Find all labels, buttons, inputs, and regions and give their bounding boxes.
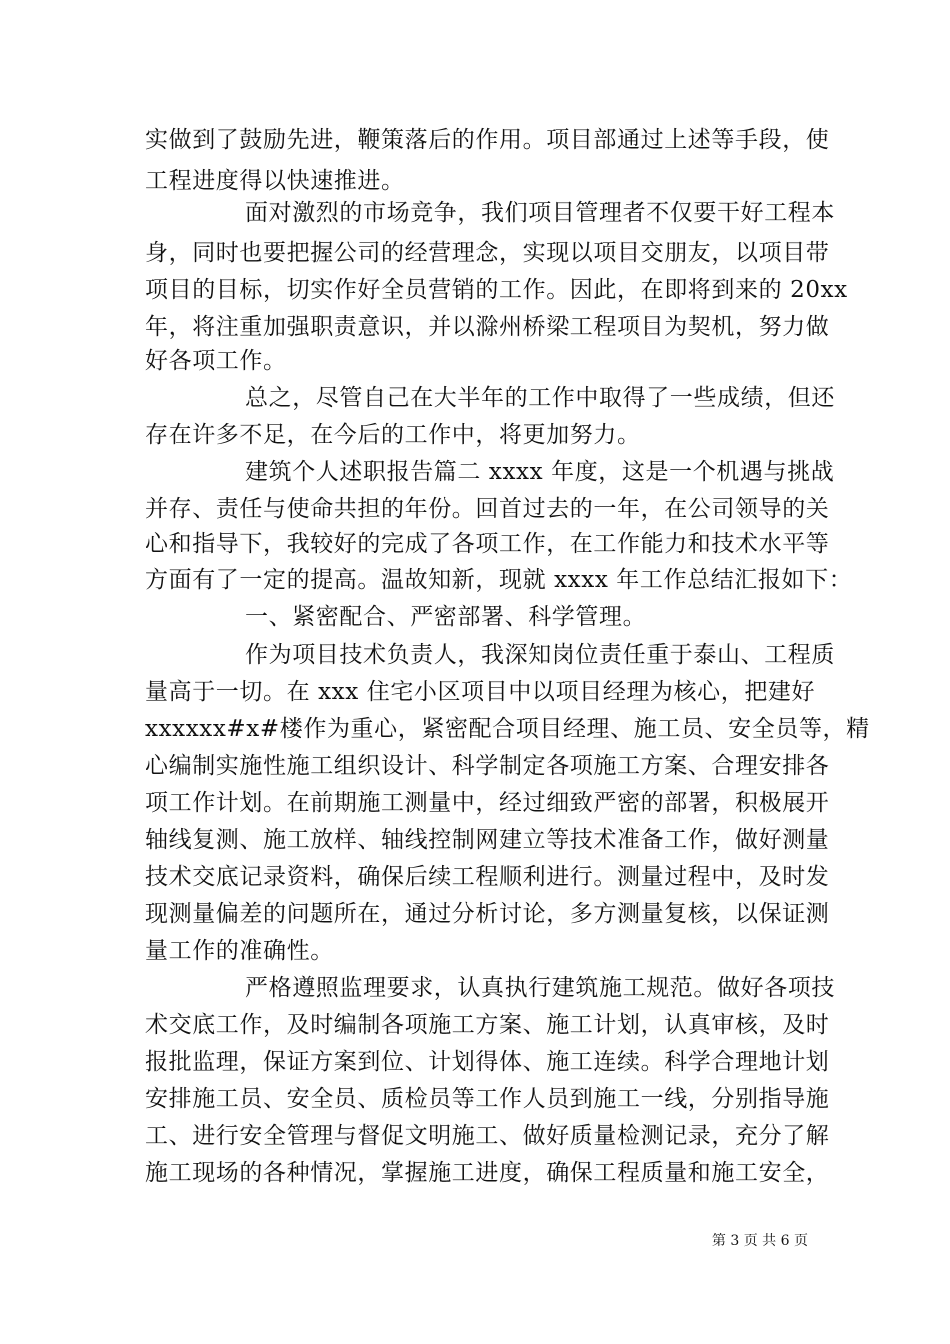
text-line: 方面有了一定的提高。温故知新，现就 xxxx 年工作总结汇报如下： xyxy=(145,567,853,593)
text-line: 面对激烈的市场竞争，我们项目管理者不仅要干好工程本 xyxy=(245,200,835,226)
text-line: 工程进度得以快速推进。 xyxy=(145,168,405,194)
text-line: 作为项目技术负责人，我深知岗位责任重于泰山、工程质 xyxy=(245,642,835,668)
text-line: 总之，尽管自己在大半年的工作中取得了一些成绩，但还 xyxy=(245,385,835,411)
text-line: 量工作的准确性。 xyxy=(145,938,334,964)
text-line: 一、紧密配合、严密部署、科学管理。 xyxy=(245,604,647,630)
text-line: 术交底工作，及时编制各项施工方案、施工计划，认真审核，及时 xyxy=(145,1012,830,1038)
text-line: 轴线复测、施工放样、轴线控制网建立等技术准备工作，做好测量 xyxy=(145,827,830,853)
text-line: 严格遵照监理要求，认真执行建筑施工规范。做好各项技 xyxy=(245,975,835,1001)
text-line: 技术交底记录资料，确保后续工程顺利进行。测量过程中，及时发 xyxy=(145,864,830,890)
text-line: 实做到了鼓励先进，鞭策落后的作用。项目部通过上述等手段，使 xyxy=(145,127,830,153)
text-line: 项工作计划。在前期施工测量中，经过细致严密的部署，积极展开 xyxy=(145,790,830,816)
text-line: 量高于一切。在 xxx 住宅小区项目中以项目经理为核心，把建好 xyxy=(145,679,816,705)
text-line: 好各项工作。 xyxy=(145,348,287,374)
text-line: 身，同时也要把握公司的经营理念，实现以项目交朋友，以项目带 xyxy=(145,240,830,266)
text-line: 现测量偏差的问题所在，通过分析讨论，多方测量复核，以保证测 xyxy=(145,901,830,927)
text-line: 安排施工员、安全员、质检员等工作人员到施工一线，分别指导施 xyxy=(145,1086,830,1112)
text-line: 存在许多不足，在今后的工作中，将更加努力。 xyxy=(145,422,641,448)
text-line: 报批监理，保证方案到位、计划得体、施工连续。科学合理地计划 xyxy=(145,1049,830,1075)
text-line: 项目的目标，切实作好全员营销的工作。因此，在即将到来的 20xx xyxy=(145,277,848,303)
text-line: 施工现场的各种情况，掌握施工进度，确保工程质量和施工安全， xyxy=(145,1160,830,1186)
text-line: 年，将注重加强职责意识，并以滁州桥梁工程项目为契机，努力做 xyxy=(145,314,830,340)
text-line: xxxxxx#x#楼作为重心，紧密配合项目经理、施工员、安全员等，精 xyxy=(145,716,870,742)
text-line: 工、进行安全管理与督促文明施工、做好质量检测记录，充分了解 xyxy=(145,1123,830,1149)
page-number-footer: 第 3 页 共 6 页 xyxy=(711,1233,808,1249)
text-line: 并存、责任与使命共担的年份。回首过去的一年，在公司领导的关 xyxy=(145,496,830,522)
text-line: 心和指导下，我较好的完成了各项工作，在工作能力和技术水平等 xyxy=(145,531,830,557)
text-line: 建筑个人述职报告篇二 xxxx 年度，这是一个机遇与挑战 xyxy=(245,459,835,485)
text-line: 心编制实施性施工组织设计、科学制定各项施工方案、合理安排各 xyxy=(145,753,830,779)
